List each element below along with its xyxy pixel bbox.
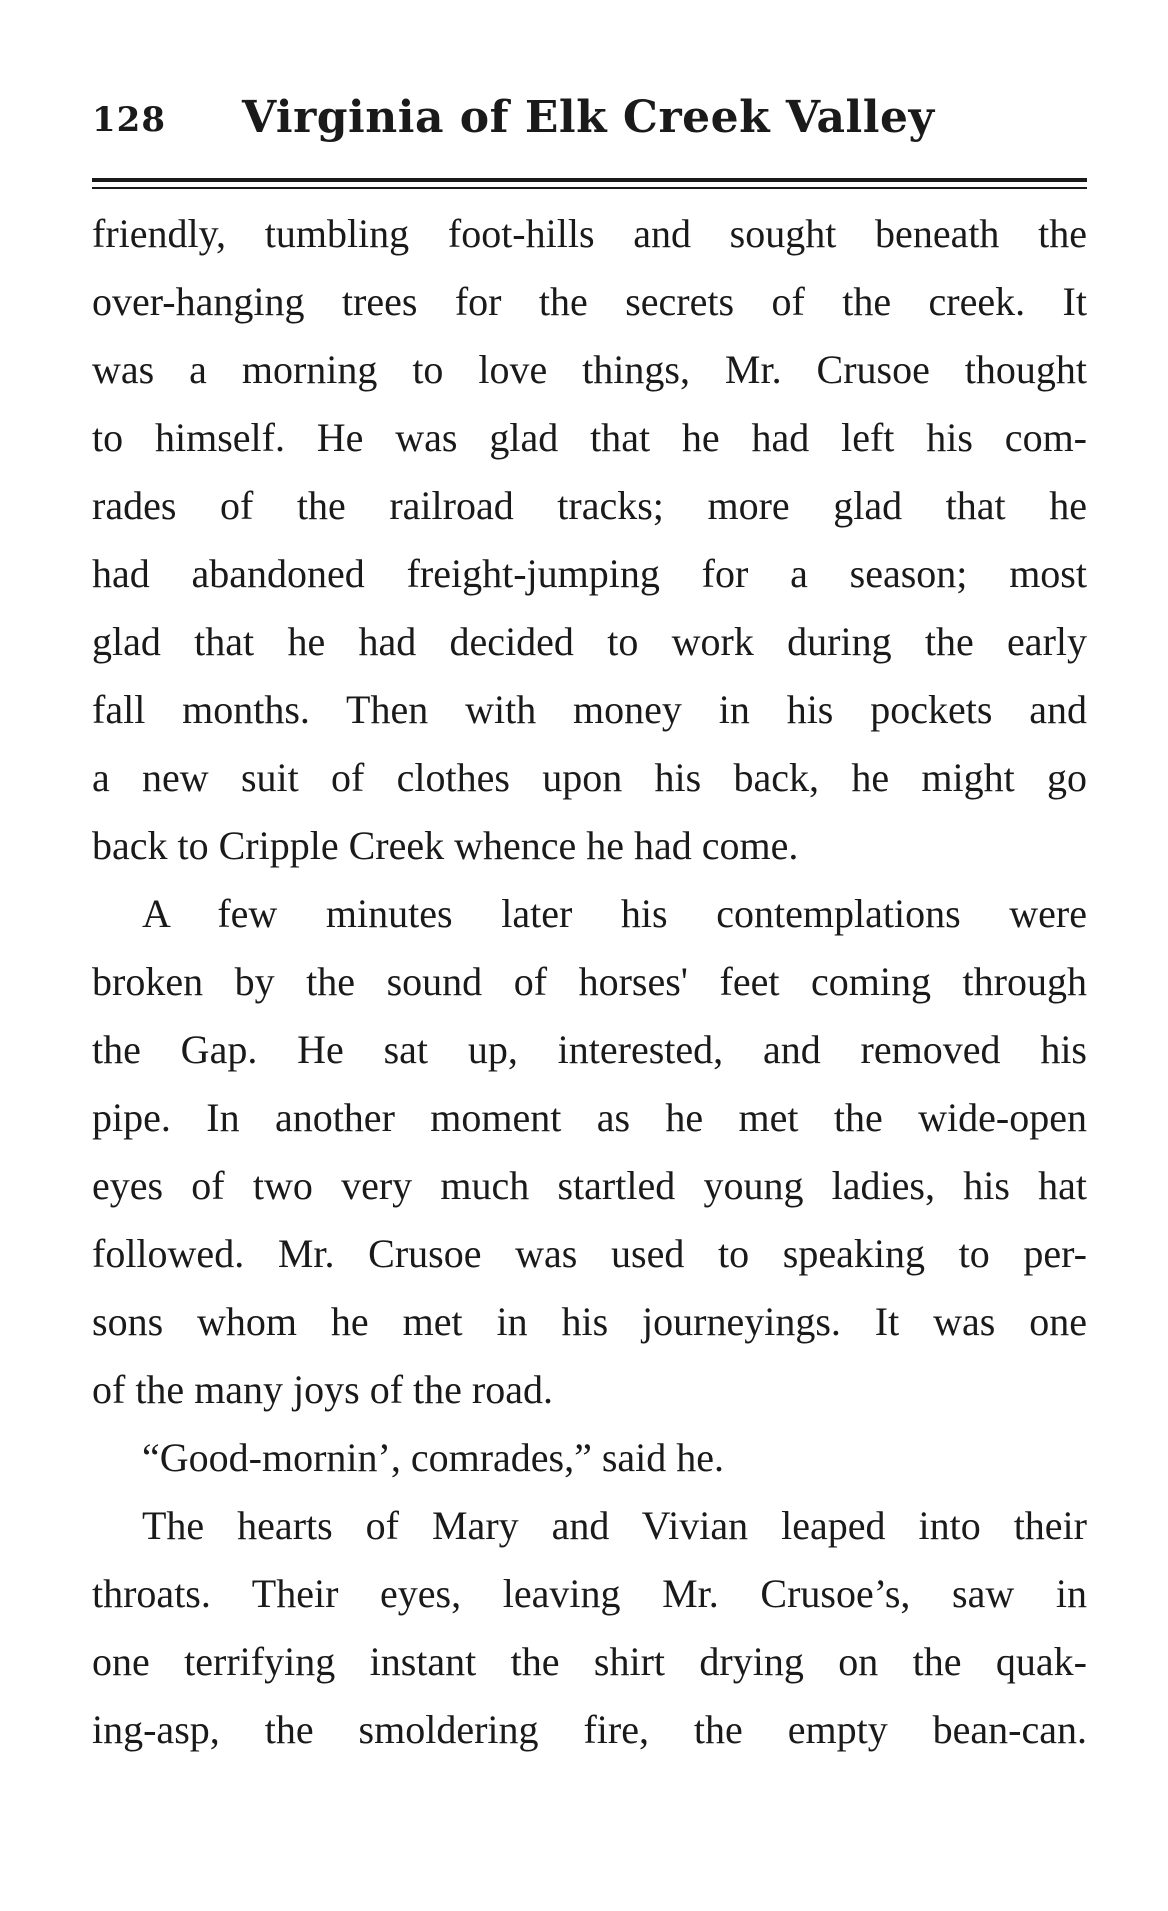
text-line: followed. Mr. Crusoe was used to speaking to per- — [92, 1231, 1087, 1276]
header-rule-thick — [92, 178, 1087, 182]
text-line: over-hanging trees for the secrets of the creek. It — [92, 279, 1087, 324]
text-line: sons whom he met in his journeyings. It was one — [92, 1299, 1087, 1344]
body-text — [92, 200, 1087, 1764]
text-line: fall months. Then with money in his pockets and — [92, 687, 1087, 732]
text-line: broken by the sound of horses' feet coming through — [92, 959, 1087, 1004]
text-line: the Gap. He sat up, interested, and removed his — [92, 1027, 1087, 1072]
page-number: 128 — [92, 100, 166, 140]
text-line: The hearts of Mary and Vivian leaped into their — [142, 1503, 1087, 1548]
text-line: glad that he had decided to work during the early — [92, 619, 1087, 664]
text-line: friendly, tumbling foot-hills and sought beneath the — [92, 211, 1087, 256]
running-head — [92, 92, 1087, 152]
text-line: ing-asp, the smoldering fire, the empty bean-can. — [92, 1707, 1087, 1752]
text-line: a new suit of clothes upon his back, he might go — [92, 755, 1087, 800]
running-title: Virginia of Elk Creek Valley — [242, 92, 935, 143]
text-line: A few minutes later his contemplations were — [142, 891, 1087, 936]
text-line: pipe. In another moment as he met the wide-open — [92, 1095, 1087, 1140]
text-line: rades of the railroad tracks; more glad that he — [92, 483, 1087, 528]
text-line: throats. Their eyes, leaving Mr. Crusoe’s, saw in — [92, 1571, 1087, 1616]
text-line: one terrifying instant the shirt drying on the quak- — [92, 1639, 1087, 1684]
text-line: was a morning to love things, Mr. Crusoe thought — [92, 347, 1087, 392]
header-rule-thin — [92, 187, 1087, 189]
text-line: eyes of two very much startled young ladies, his hat — [92, 1163, 1087, 1208]
text-line: back to Cripple Creek whence he had come. — [92, 823, 799, 868]
text-line: of the many joys of the road. — [92, 1367, 553, 1412]
text-line: “Good-mornin’, comrades,” said he. — [142, 1435, 725, 1480]
text-line: to himself. He was glad that he had left his com- — [92, 415, 1087, 460]
text-line: had abandoned freight-jumping for a season; most — [92, 551, 1087, 596]
